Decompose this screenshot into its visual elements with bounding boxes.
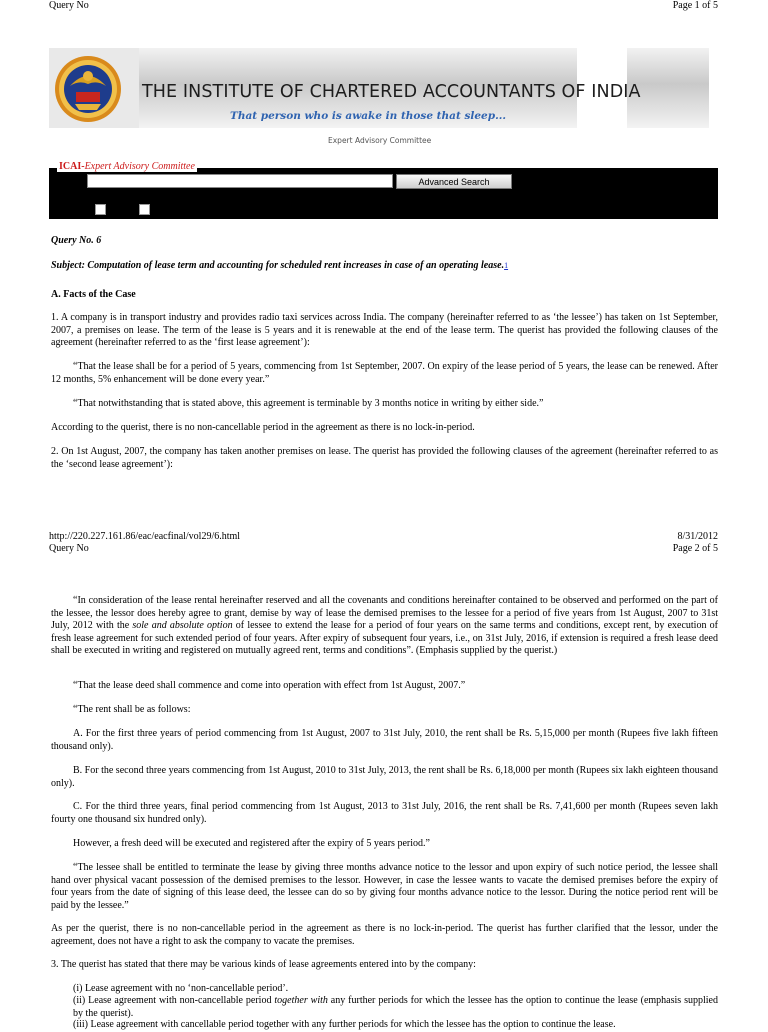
termination-clause: “The lessee shall be entitled to terminate the lease by giving three months advance notice to the lessor and upon expiry of such notice period, the lessee shall hand over physical vacant possession of the demised premises to the lessor. However, in case the lessee wants to vacate the demised premises before the expiry of four years from the date of signing of this lease deed, the lessee can do so by giving four months advance notice to the lessor. During the notice period rent will be paid by the lessee.”	[51, 862, 718, 911]
advanced-search-button[interactable]: Advanced Search	[396, 174, 512, 189]
footer-url[interactable]: http://220.227.161.86/eac/eacfinal/vol29/6.html	[49, 531, 241, 542]
legend-text: Expert Advisory Committee	[84, 161, 195, 172]
search-option-checkbox-2[interactable]	[139, 204, 150, 215]
seal-box	[49, 48, 139, 128]
subject-line	[51, 260, 718, 273]
list-item-iii: (iii) Lease agreement with cancellable period together with any further periods for which the lessee has the option to continue the lease.	[73, 1019, 616, 1030]
page-header-left: Query No	[49, 0, 89, 11]
lease-clause-quote: “In consideration of the lease rental hereinafter reserved and all the covenants and conditions hereinafter contained to be observed and performed on the part of the lessee, the lessor does hereby agree to grant, demise by way of lease the demised premises to the lessee for a period of five years from 1st August, 2007 to 31st July, 2012 with the sole and absolute option of lessee to extend the lease for a period of four years on the same terms and conditions, except rent, by execution of fresh lease agreement for such extended period of four years. After expiry of subsequent four years, i.e., on 31st July, 2016, if extension is required a fresh lease deed shall be executed in writing and registered on mutually agreed rent, terms and conditions”. (Emphasis supplied by the querist.)	[51, 595, 718, 657]
committee-title: Expert Advisory Committee	[328, 136, 432, 145]
querist-clarification: As per the querist, there is no non-cancellable period in the agreement as there is no lock-in-period. The querist has further clarified that the lessor, under the agreement, does not have a right to ask the company to vacate the premises.	[51, 923, 718, 947]
fresh-deed-clause: However, a fresh deed will be executed and registered after the expiry of 5 years period.”	[73, 838, 430, 849]
list-item-i: (i) Lease agreement with no ‘non-cancellable period’.	[73, 983, 289, 994]
institute-name: THE INSTITUTE OF CHARTERED ACCOUNTANTS OF INDIA	[142, 82, 641, 102]
commencement-clause: “That the lease deed shall commence and come into operation with effect from 1st August, 2007.”	[73, 680, 466, 691]
paragraph-2: 2. On 1st August, 2007, the company has taken another premises on lease. The querist has provided the following clauses of the agreement (hereinafter referred to as the ‘second lease agreement’):	[51, 446, 718, 470]
page-number: Page 1 of 5	[672, 0, 718, 11]
page2-number: Page 2 of 5	[672, 543, 718, 554]
rent-clause-intro: “The rent shall be as follows:	[73, 704, 191, 715]
rent-clause-b: B. For the second three years commencing from 1st August, 2010 to 31st July, 2013, the rent shall be Rs. 6,18,000 per month (Rupees six lakh eighteen thousand only).	[51, 765, 718, 789]
subject-text: : Computation of lease term and accounting for scheduled rent increases in case of an operating lease.	[81, 260, 505, 271]
search-panel-legend	[57, 161, 197, 172]
paragraph-1: 1. A company is in transport industry and provides radio taxi services across India. The company (hereinafter referred to as ‘the lessee’) has taken on 1st September, 2007, a premises on lease. The term of the lease is 5 years and it is renewable at the end of the lease term. The querist has provided the following clauses of the agreement (hereinafter referred to as the ‘first lease agreement’):	[51, 312, 718, 349]
quote-2: “That notwithstanding that is stated above, this agreement is terminable by 3 months notice in writing by either side.”	[73, 398, 544, 409]
paragraph-3: 3. The querist has stated that there may be various kinds of lease agreements entered into by the company:	[51, 959, 476, 970]
query-number: Query No. 6	[51, 235, 102, 246]
page2-header-left: Query No	[49, 543, 89, 554]
rent-clause-c: C. For the third three years, final period commencing from 1st August, 2013 to 31st July, 2016, the rent shall be Rs. 7,41,600 per month (Rupees seven lakh fourty one thousand six hundred only).	[51, 801, 718, 825]
tagline: That person who is awake in those that sleep...	[230, 110, 507, 122]
subject-label: Subject	[51, 260, 82, 271]
list-item-ii: (ii) Lease agreement with non-cancellable period together with any further periods for which the lessee has the option to continue the lease (emphasis supplied by the querist).	[73, 995, 718, 1019]
section-heading-facts: A. Facts of the Case	[51, 289, 136, 300]
footnote-link[interactable]: 1	[504, 261, 509, 270]
paragraph-noncancellable: According to the querist, there is no non-cancellable period in the agreement as there is no lock-in-period.	[51, 422, 475, 433]
footer-date: 8/31/2012	[677, 531, 718, 542]
search-option-checkbox-1[interactable]	[95, 204, 106, 215]
icai-seal-icon	[49, 48, 139, 128]
quote-1: “That the lease shall be for a period of 5 years, commencing from 1st September, 2007. On expiry of the lease period of 5 years, the lease can be renewed. After 12 months, 5% enhancement will be done every year.”	[51, 361, 718, 385]
rent-clause-a: A. For the first three years of period commencing from 1st August, 2007 to 31st July, 2010, the rent shall be Rs. 5,15,000 per month (Rupees five lakh fifteen thousand only).	[51, 728, 718, 752]
legend-prefix: ICAI-	[59, 161, 85, 172]
search-input[interactable]	[87, 174, 393, 188]
